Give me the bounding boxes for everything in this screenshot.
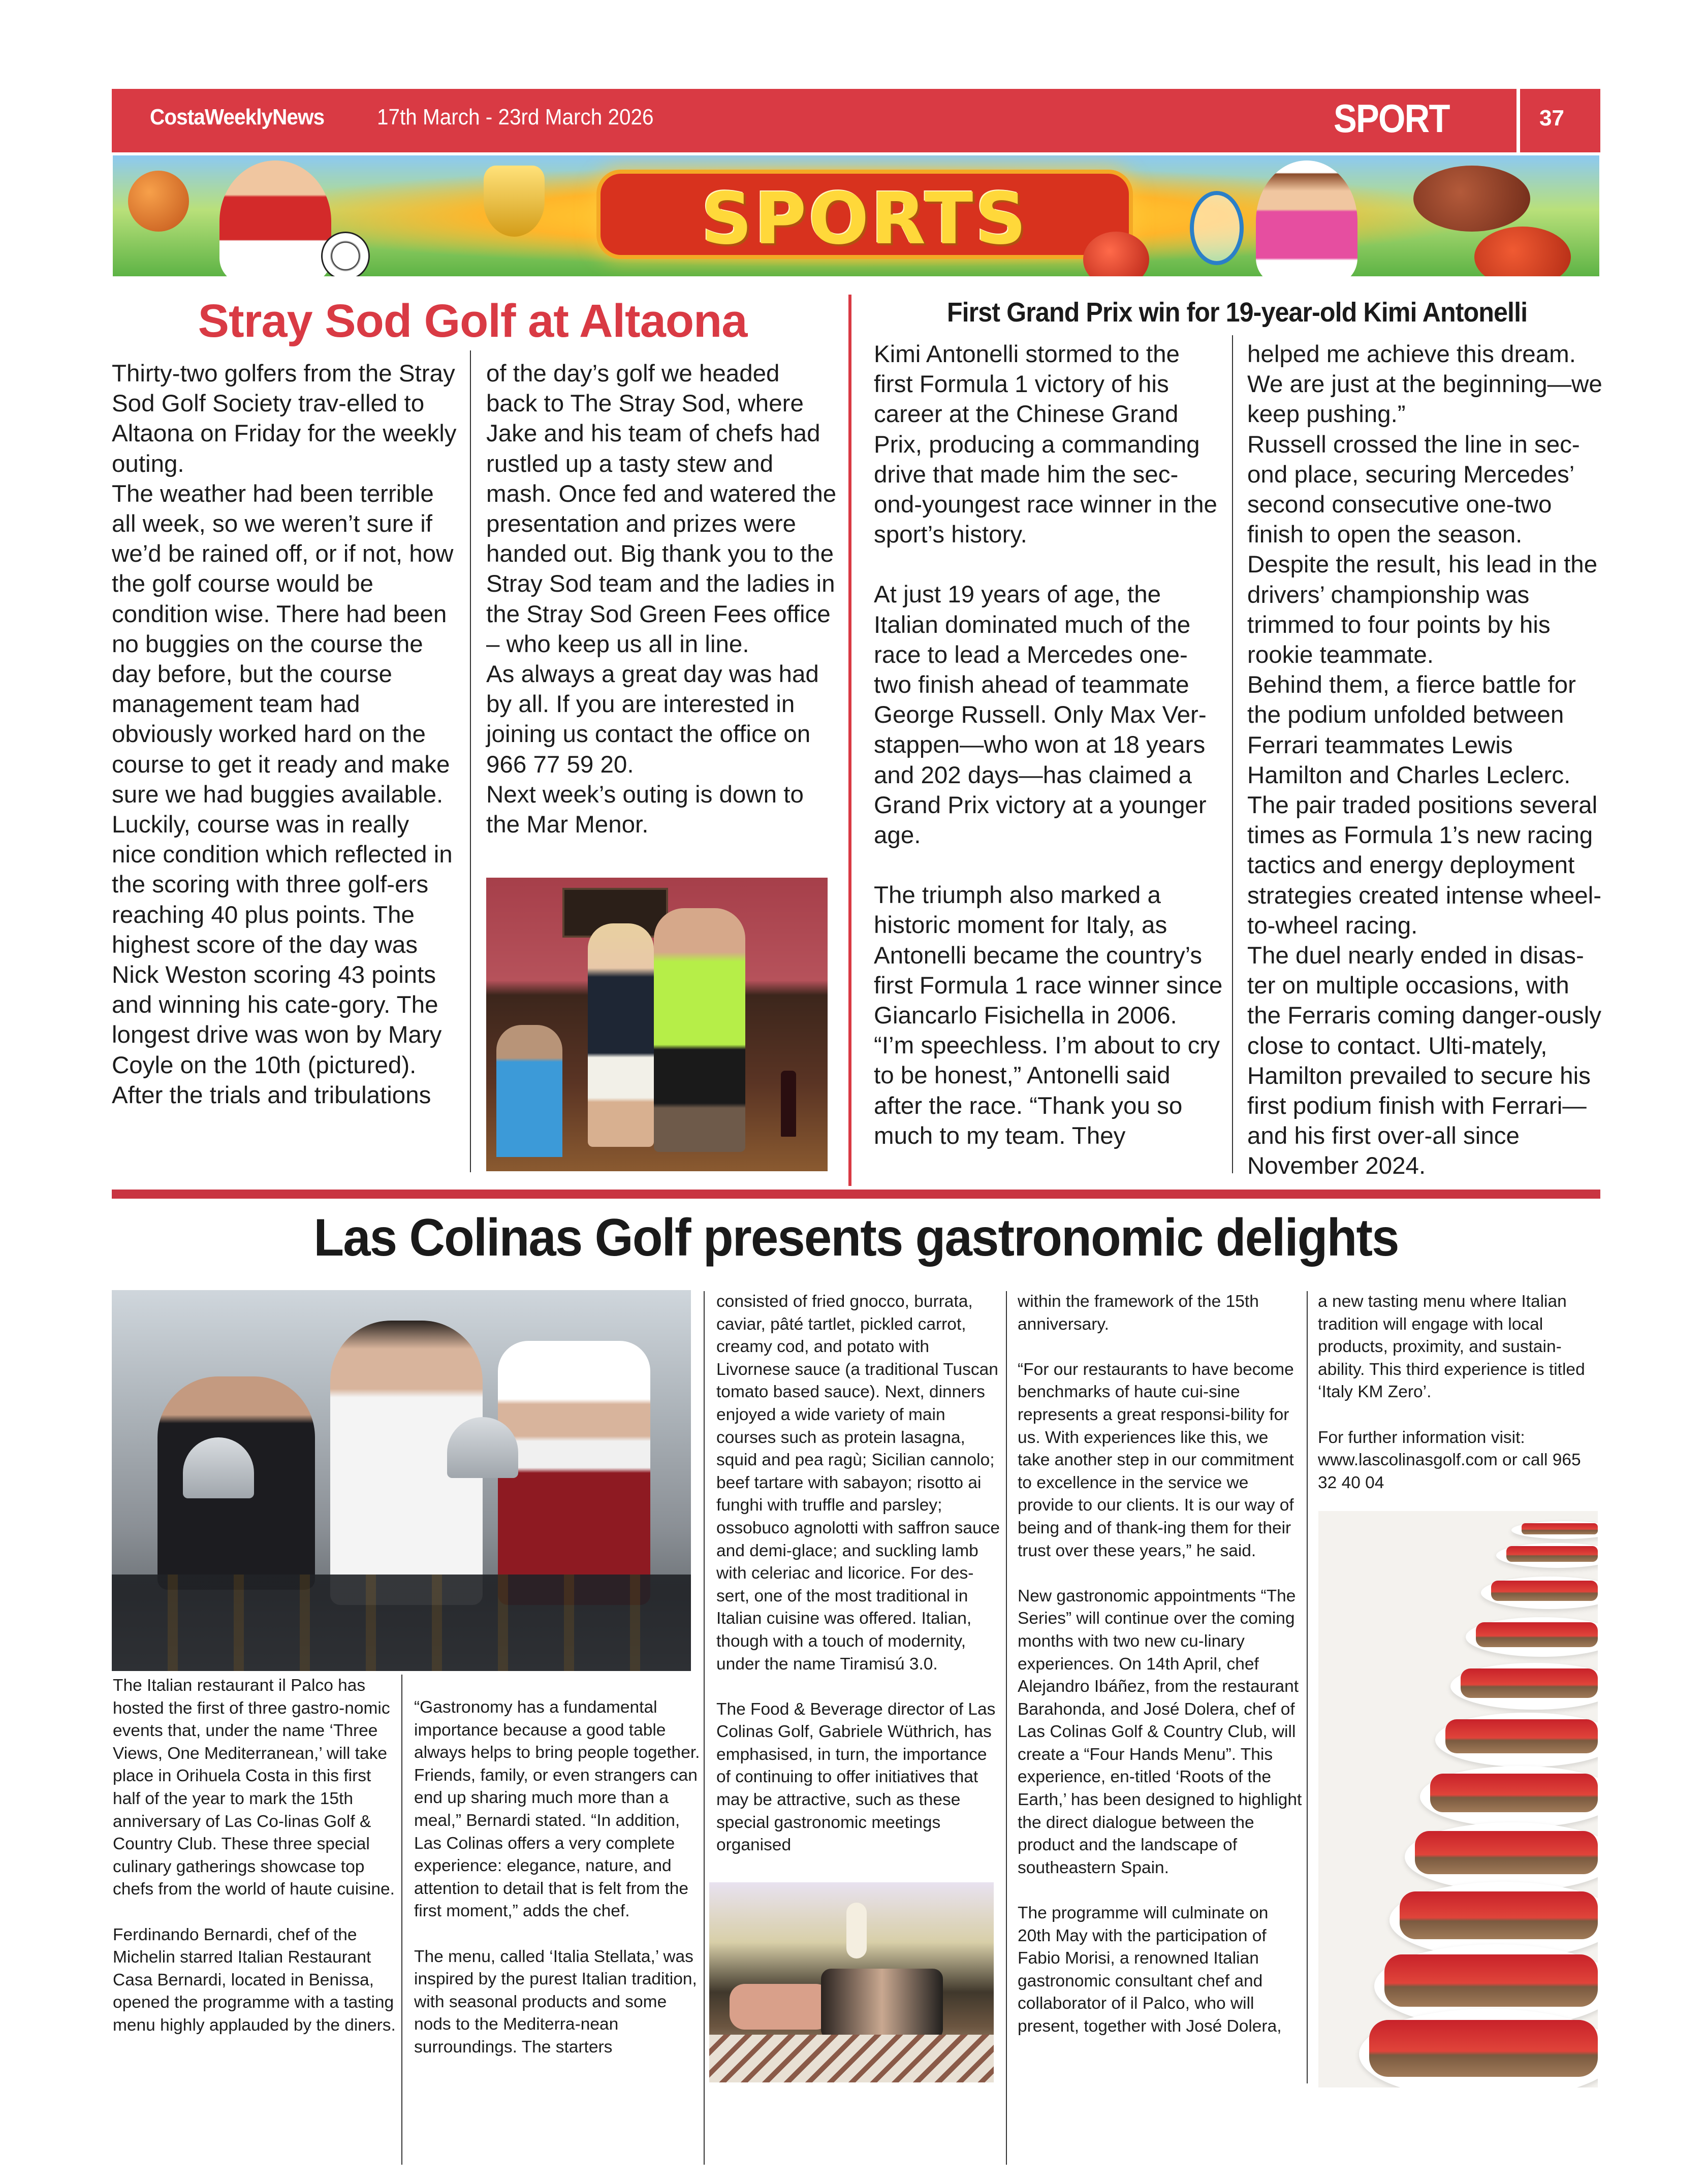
paragraph: The triumph also marked a historic moment for Italy, as Antonelli became the country’s first Formula 1 race winner since Giancarlo Fisichella in 2006.: [874, 882, 1223, 1030]
tartare-portion: [1461, 1668, 1598, 1698]
stray-sod-column-2: [486, 359, 837, 840]
paragraph: within the framework of the 15th anniversary.: [1018, 1292, 1259, 1334]
paragraph-gap: [874, 550, 1224, 580]
paragraph: At just 19 years of age, the Italian dominated much of the race to lead a Mercedes one-two finish ahead of teammate George Russell. Only Max Ver-stappen—who won at 18 years and 202 days—has claimed a Grand Prix victory at a younger age.: [874, 581, 1207, 849]
column-divider: [1307, 1291, 1308, 2083]
plates-counter: [112, 1575, 691, 1671]
woman-figure: [588, 923, 654, 1147]
restaurant-interior-photo: [709, 1882, 994, 2082]
wine-bottle: [781, 1071, 796, 1137]
tartare-portion: [1506, 1546, 1598, 1562]
paragraph: Despite the result, his lead in the drivers’ championship was trimmed to four points by his rookie teammate.: [1247, 551, 1598, 669]
tartare-portion: [1522, 1523, 1598, 1534]
paragraph-gap: [1018, 1879, 1302, 1902]
column-divider: [1232, 335, 1233, 1173]
paragraph: “For our restaurants to have become benchmarks of haute cui-sine represents a great responsi-bility for us. With experiences like this, we take another step in our commitment to excellence in the service we provide to our clients. It is our way of being and of thank-ing them for their trust over these years,” he said.: [1018, 1360, 1294, 1560]
rugby-ball-icon: [1474, 227, 1571, 276]
tartare-portion: [1400, 1891, 1598, 1939]
tartare-portion: [1476, 1622, 1598, 1647]
diners: [821, 1969, 943, 2040]
tartare-portion: [1491, 1581, 1598, 1601]
paragraph: After the trials and tribulations: [112, 1081, 431, 1109]
american-football-icon: [1413, 166, 1530, 232]
paragraph: The menu, called ‘Italia Stellata,’ was inspired by the purest Italian tradition, with seasonal products and some nods to the Mediterra-nean surroundings. The starters: [414, 1947, 697, 2057]
page-number: 37: [1539, 106, 1564, 131]
article-divider: [848, 295, 851, 1186]
column-divider: [1006, 1291, 1007, 2165]
tennis-racket-icon: [1190, 191, 1244, 265]
tartare-portion: [1445, 1719, 1598, 1753]
paragraph: consisted of fried gnocco, burrata, caviar, pâté tartlet, pickled carrot, creamy cod, and potato with Livornese sauce (a traditional Tuscan tomato based sauce). Next, dinners enjoyed a wide variety of main courses such as protein lasagna, squid and pea ragù; Sicilian cannolo; beef tartare with sabayon; risotto ai funghi with truffle and parsley; ossobuco agnolotti with saffron sauce and demi-glace; and suckling lamb with celeriac and licorice. For des-sert, one of the most traditional in Italian cuisine was offered. Italian, though with a touch of modernity, under the name Tiramisú 3.0.: [716, 1292, 1000, 1674]
paragraph: helped me achieve this dream. We are just at the beginning—we keep pushing.”: [1247, 341, 1602, 428]
chefs-kitchen-photo: [112, 1290, 691, 1671]
section-label: SPORT: [1334, 96, 1449, 141]
paragraph: The programme will culminate on 20th May with the participation of Fabio Morisi, a renowned Italian gastronomic consultant chef and collaborator of il Palco, who will present, together with José Dolera,: [1018, 1904, 1282, 2036]
paragraph: New gastronomic appointments “The Series” will continue over the coming months with two new cu-linary experiences. On 14th April, chef Alejandro Ibáñez, from the restaurant Barahonda, and José Dolera, chef of Las Colinas Golf & Country Club, will create a “Four Hands Menu”. This experience, en-titled ‘Roots of the Earth,’ has been designed to highlight the direct dialogue between the product and the landscape of southeastern Spain.: [1018, 1586, 1302, 1877]
paragraph: The weather had been terrible all week, so we weren’t sure if we’d be rained off, or if not, how the golf course would be condition wise. There had been no buggies on the course the day before, but the course management team had obviously worked hard on the course to get it ready and make sure we had buggies available.: [112, 480, 454, 808]
paragraph-gap: [1018, 1336, 1302, 1359]
golf-prize-photo: [486, 878, 828, 1171]
paragraph: As always a great day was had by all. If you are interested in joining us contact the office on 966 77 59 20.: [486, 661, 819, 778]
soccer-ball-icon: [321, 232, 370, 276]
paragraph: of the day’s golf we headed back to The Stray Sod, where Jake and his team of chefs had rustled up a tasty stew and mash. Once fed and watered the presentation and prizes were handed out. Big thank you to the Stray Sod team and the ladies in the Stray Sod Green Fees office – who keep us all in line.: [486, 360, 837, 658]
tartare-dishes-photo: [1318, 1511, 1598, 2087]
las-colinas-column-1: [113, 1675, 397, 2037]
chevron-floor: [709, 2035, 994, 2082]
column-divider: [470, 350, 471, 1172]
paragraph: For further information visit: www.lascolinasgolf.com or call 965 32 40 04: [1318, 1428, 1581, 1492]
banner-title: SPORTS: [701, 178, 1029, 261]
paragraph: “Gastronomy has a fundamental importance because a good table always helps to bring people together. Friends, family, or even strangers can end up sharing much more than a meal,” Bernardi stated. “In addition, Las Colinas offers a very complete experience: elegance, nature, and attention to detail that is felt from the first moment,” adds the chef.: [414, 1698, 700, 1921]
tartare-portion: [1369, 2020, 1598, 2077]
paragraph: The pair traded positions several times as Formula 1’s new racing tactics and energy deployment strategies created intense wheel-to-wheel racing.: [1247, 792, 1602, 939]
paragraph: The Food & Beverage director of Las Colinas Golf, Gabriele Wüthrich, has emphasised, in turn, the importance of continuing to offer initiatives that may be attractive, such as these special gastronomic meetings organised: [716, 1699, 996, 1855]
stray-sod-headline: Stray Sod Golf at Altaona: [198, 295, 747, 347]
header-divider: [1517, 89, 1520, 152]
paragraph: Thirty-two golfers from the Stray Sod Golf Society trav-elled to Altaona on Friday for the weekly outing.: [112, 360, 457, 477]
tartare-portion: [1384, 1954, 1598, 2007]
paragraph: “I’m speechless. I’m about to cry to be honest,” Antonelli said after the race. “Thank you so much to my team. They: [874, 1032, 1220, 1149]
f1-column-2: [1247, 339, 1603, 1181]
footballer-figure: [219, 160, 331, 276]
stray-sod-column-1: [112, 359, 457, 1110]
paragraph: The duel nearly ended in disas-ter on multiple occasions, with the Ferraris coming danger-ously close to contact. Ulti-mately, Hamilton prevailed to secure his first podium finish with Ferrari—and his first over-all since November 2024.: [1247, 942, 1601, 1180]
booth-seating: [730, 1984, 831, 2030]
paragraph: Behind them, a fierce battle for the podium unfolded between Ferrari teammates Lewis Hamilton and Charles Leclerc.: [1247, 671, 1576, 789]
paragraph-gap: [414, 1923, 701, 1946]
f1-column-1: [874, 339, 1224, 1151]
f1-headline: First Grand Prix win for 19-year-old Kimi Antonelli: [946, 297, 1528, 328]
chef-red-apron-figure: [498, 1341, 650, 1605]
column-divider: [401, 1675, 402, 2165]
paragraph: The Italian restaurant il Palco has hosted the first of three gastro-nomic events that, under the name ‘Three Views, One Mediterranean,’ will take place in Orihuela Costa in this first half of the year to mark the 15th anniversary of Las Co-linas Golf & Country Club. These three special culinary gatherings showcase top chefs from the world of haute cuisine.: [113, 1676, 395, 1899]
paragraph: a new tasting menu where Italian tradition will engage with local products, proximity, and sustain-ability. This third experience is titled ‘Italy KM Zero’.: [1318, 1292, 1585, 1402]
paragraph: Ferdinando Bernardi, chef of the Michelin starred Italian Restaurant Casa Bernardi, located in Benissa, opened the programme with a tasting menu highly applauded by the diners.: [113, 1925, 396, 2035]
section-rule: [112, 1190, 1600, 1199]
tartare-portion: [1415, 1831, 1598, 1874]
masthead: CostaWeeklyNews: [150, 105, 325, 130]
tartare-portion: [1430, 1774, 1598, 1812]
paragraph: Russell crossed the line in sec-ond place, securing Mercedes’ second consecutive one-two finish to open the season.: [1247, 431, 1580, 549]
pendant-lamp: [846, 1903, 867, 1958]
tennis-player-figure: [1256, 160, 1357, 276]
trophy-icon: [484, 166, 545, 237]
las-colinas-column-2: [414, 1696, 701, 2059]
column-divider: [704, 1291, 705, 2165]
las-colinas-column-5: [1318, 1291, 1602, 1494]
paragraph-gap: [716, 1676, 1001, 1698]
issue-date-range: 17th March - 23rd March 2026: [377, 105, 654, 130]
paragraph-gap: [1018, 1562, 1302, 1585]
las-colinas-column-3: [716, 1291, 1001, 1857]
las-colinas-headline: Las Colinas Golf presents gastronomic delights: [313, 1208, 1399, 1267]
paragraph-gap: [113, 1901, 397, 1924]
basketball-icon: [128, 171, 189, 232]
las-colinas-column-4: [1018, 1291, 1302, 2038]
man-figure: [654, 908, 745, 1152]
sports-sign: [601, 174, 1129, 261]
seated-man-figure: [496, 1025, 562, 1157]
sports-banner-image: [113, 155, 1599, 276]
paragraph: Kimi Antonelli stormed to the first Formula 1 victory of his career at the Chinese Grand Prix, producing a commanding drive that made him the sec-ond-youngest race winner in the sport’s history.: [874, 341, 1217, 549]
paragraph-gap: [874, 850, 1224, 880]
paragraph: Luckily, course was in really nice condition which reflected in the scoring with three golf-ers reaching 40 plus points. The highest score of the day was Nick Weston scoring 43 points and winning his cate-gory. The longest drive was won by Mary Coyle on the 10th (pictured).: [112, 811, 453, 1079]
paragraph: Next week’s outing is down to the Mar Menor.: [486, 781, 804, 839]
paragraph-gap: [1318, 1404, 1602, 1427]
